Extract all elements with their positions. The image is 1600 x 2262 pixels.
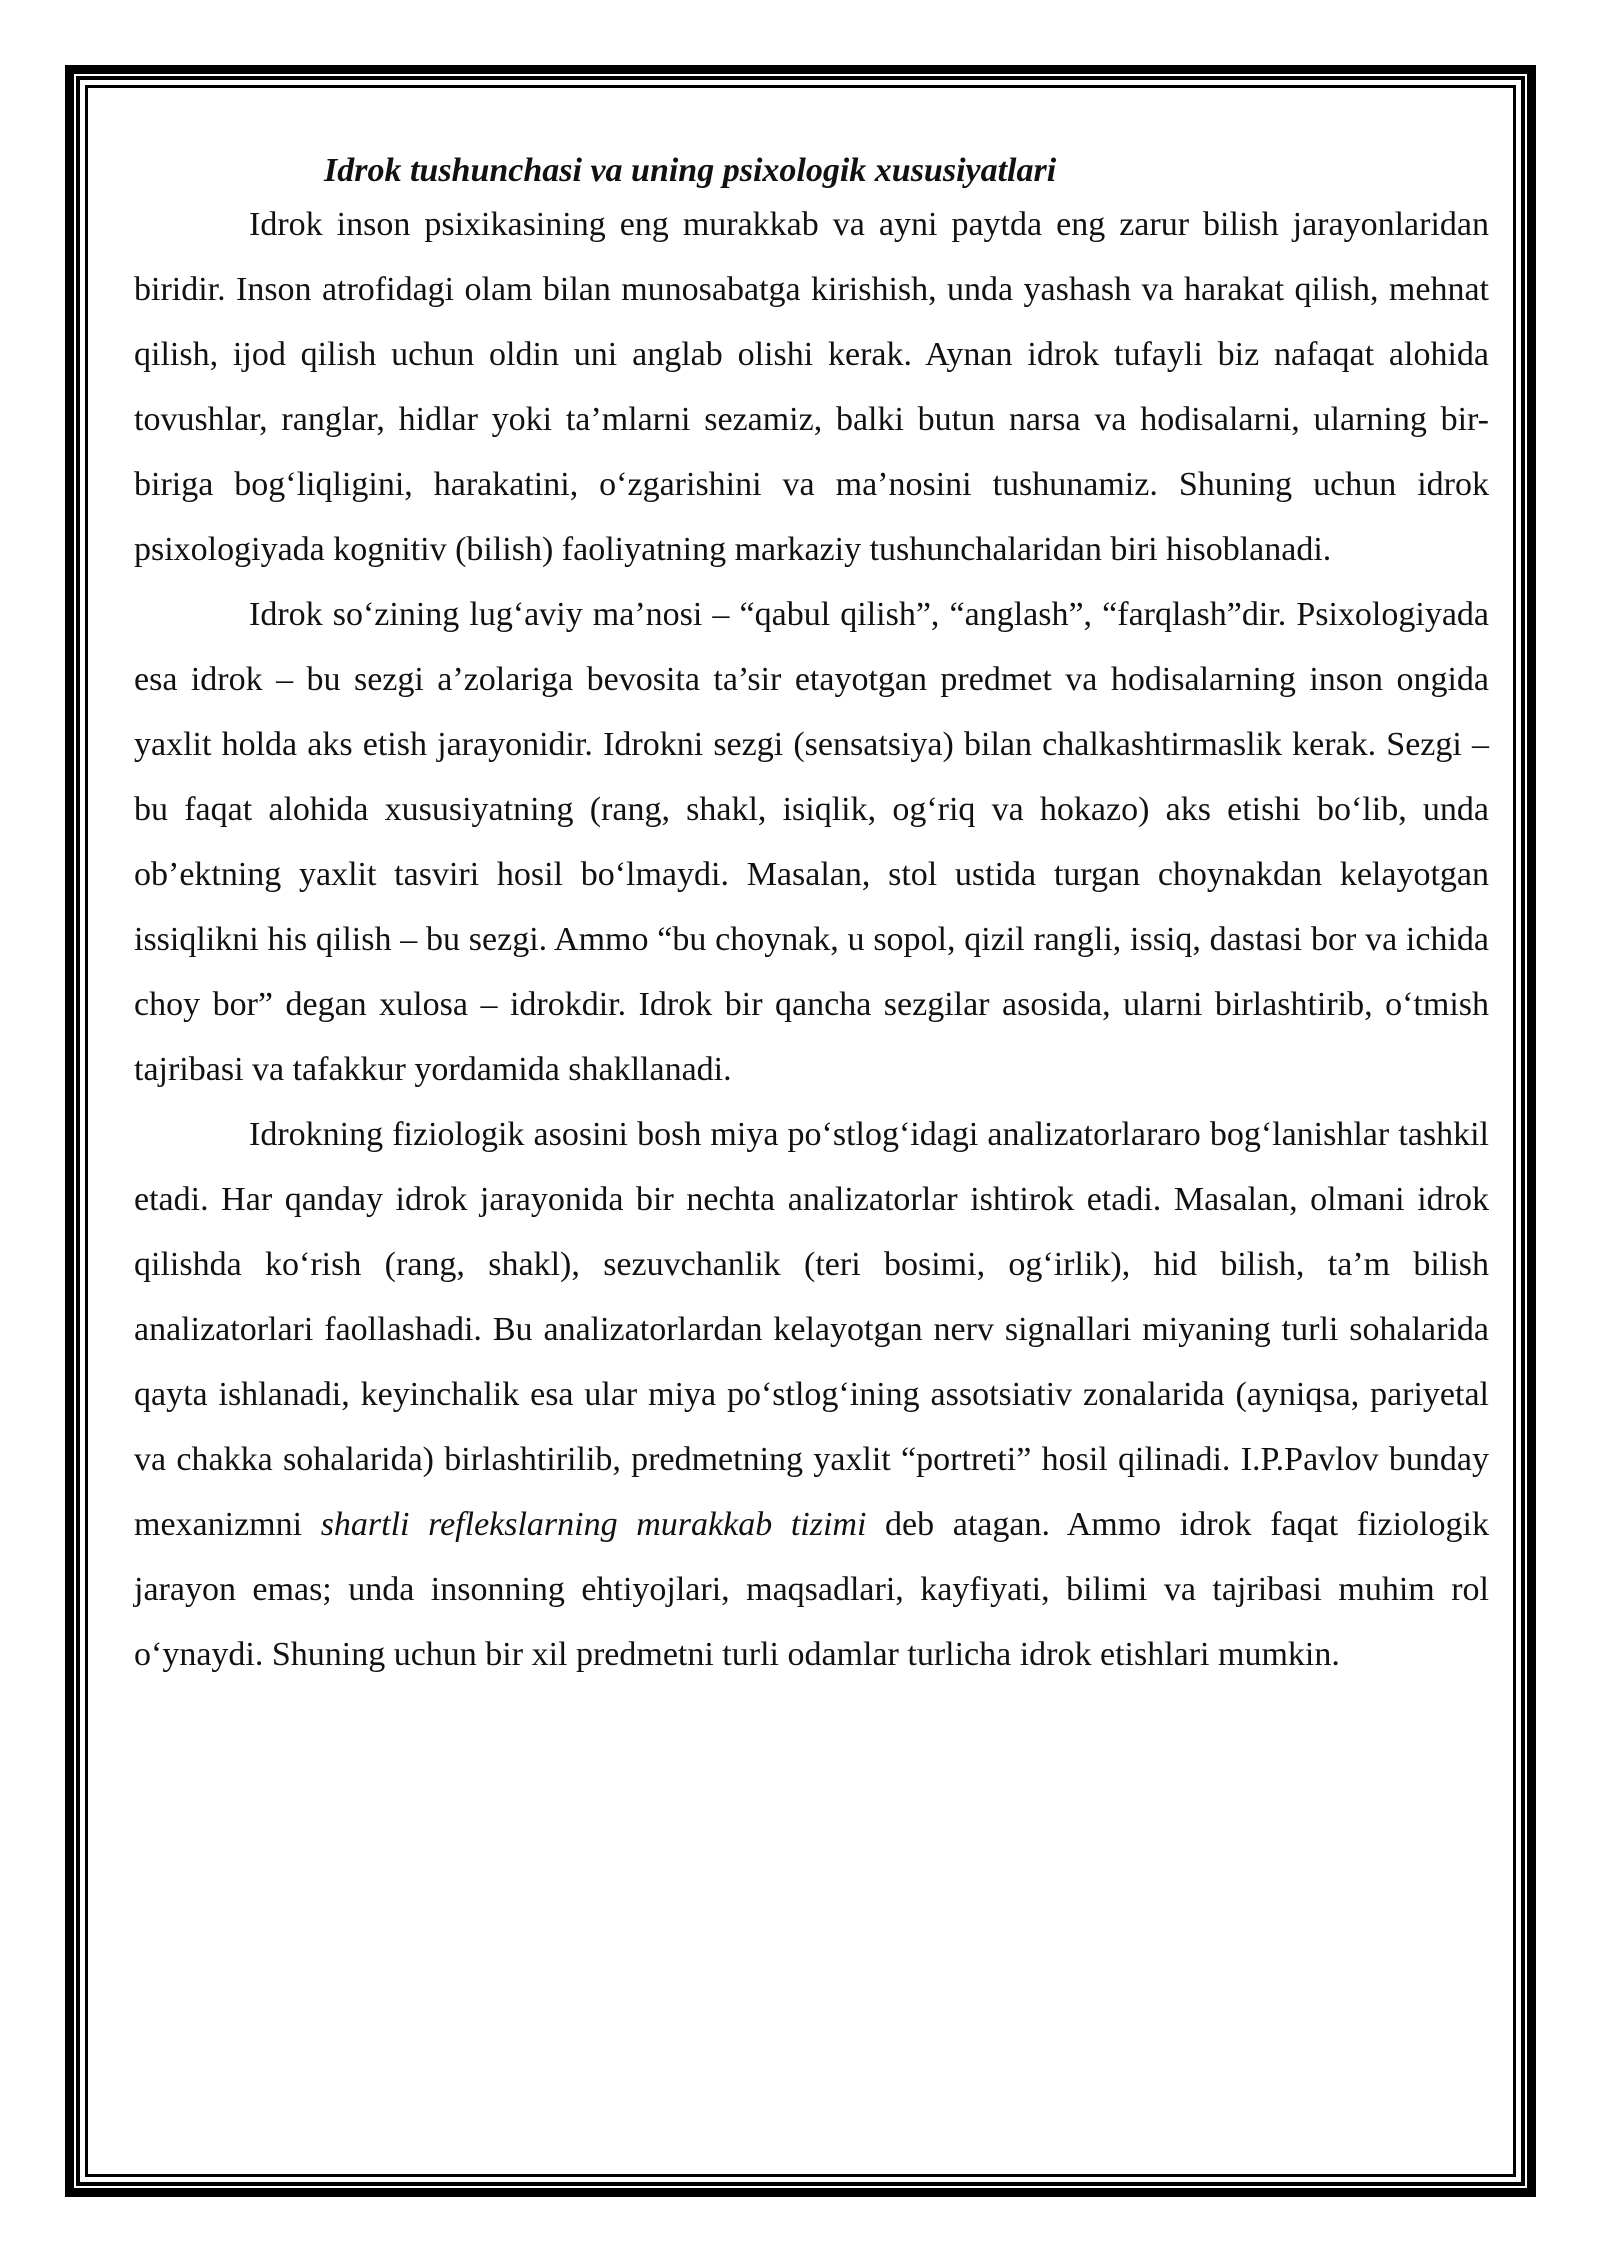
paragraph-3-emphasis: shartli reflekslarning murakkab tizimi <box>320 1506 867 1543</box>
paragraph-1: Idrok inson psixikasining eng murakkab va ayni paytda eng zarur bilish jarayonlaridan biridir. Inson atrofidagi olam bilan munosabatga kirishish, unda yashash va harakat qilish, mehnat qilish, ijod qilish uchun oldin uni anglab olishi kerak. Aynan idrok tufayli biz nafaqat alohida tovushlar, ranglar, hidlar yoki ta’mlarni sezamiz, balki butun narsa va hodisalarni, ularning bir-biriga bog‘liqligini, harakatini, o‘zgarishini va ma’nosini tushunamiz. Shuning uchun idrok psixologiyada kognitiv (bilish) faoliyatning markaziy tushunchalaridan biri hisoblanadi. <box>134 206 1489 568</box>
paragraph-3 <box>134 1102 1489 1687</box>
paragraph-2: Idrok so‘zining lug‘aviy ma’nosi – “qabul qilish”, “anglash”, “farqlash”dir. Psixologiyada esa idrok – bu sezgi a’zolariga bevosita ta’sir etayotgan predmet va hodisalarning inson ongida yaxlit holda aks etish jarayonidir. Idrokni sezgi (sensatsiya) bilan chalkashtirmaslik kerak. Sezgi – bu faqat alohida xususiyatning (rang, shakl, isiqlik, og‘riq va hokazo) aks etishi bo‘lib, unda ob’ektning yaxlit tasviri hosil bo‘lmaydi. Masalan, stol ustida turgan choynakdan kelayotgan issiqlikni his qilish – bu sezgi. Ammo “bu choynak, u sopol, qizil rangli, issiq, dastasi bor va ichida choy bor” degan xulosa – idrokdir. Idrok bir qancha sezgilar asosida, ularni birlashtirib, o‘tmish tajribasi va tafakkur yordamida shakllanadi. <box>134 596 1489 1088</box>
document-title: Idrok tushunchasi va uning psixologik xususiyatlari <box>324 152 1057 189</box>
paragraph-3-text-after: deb atagan. Ammo idrok faqat fiziologik jarayon emas; unda insonning ehtiyojlari, maqsadlari, kayfiyati, bilimi va tajribasi muhim rol o‘ynaydi. Shuning uchun bir xil predmetni turli odamlar turlicha idrok etishlari mumkin. <box>134 1506 1489 1673</box>
paragraph-3-text-before: Idrokning fiziologik asosini bosh miya po‘stlog‘idagi analizatorlararo bog‘lanishlar tashkil etadi. Har qanday idrok jarayonida bir nechta analizatorlar ishtirok etadi. Masalan, olmani idrok qilishda ko‘rish (rang, shakl), sezuvchanlik (teri bosimi, og‘irlik), hid bilish, ta’m bilish analizatorlari faollashadi. Bu analizatorlardan kelayotgan nerv signallari miyaning turli sohalarida qayta ishlanadi, keyinchalik esa ular miya po‘stlog‘ining assotsiativ zonalarida (ayniqsa, pariyetal va chakka sohalarida) birlashtirilib, predmetning yaxlit “portreti” hosil qilinadi. I.P.Pavlov bunday mexanizmni <box>134 1116 1489 1543</box>
document-body <box>134 150 1489 1687</box>
